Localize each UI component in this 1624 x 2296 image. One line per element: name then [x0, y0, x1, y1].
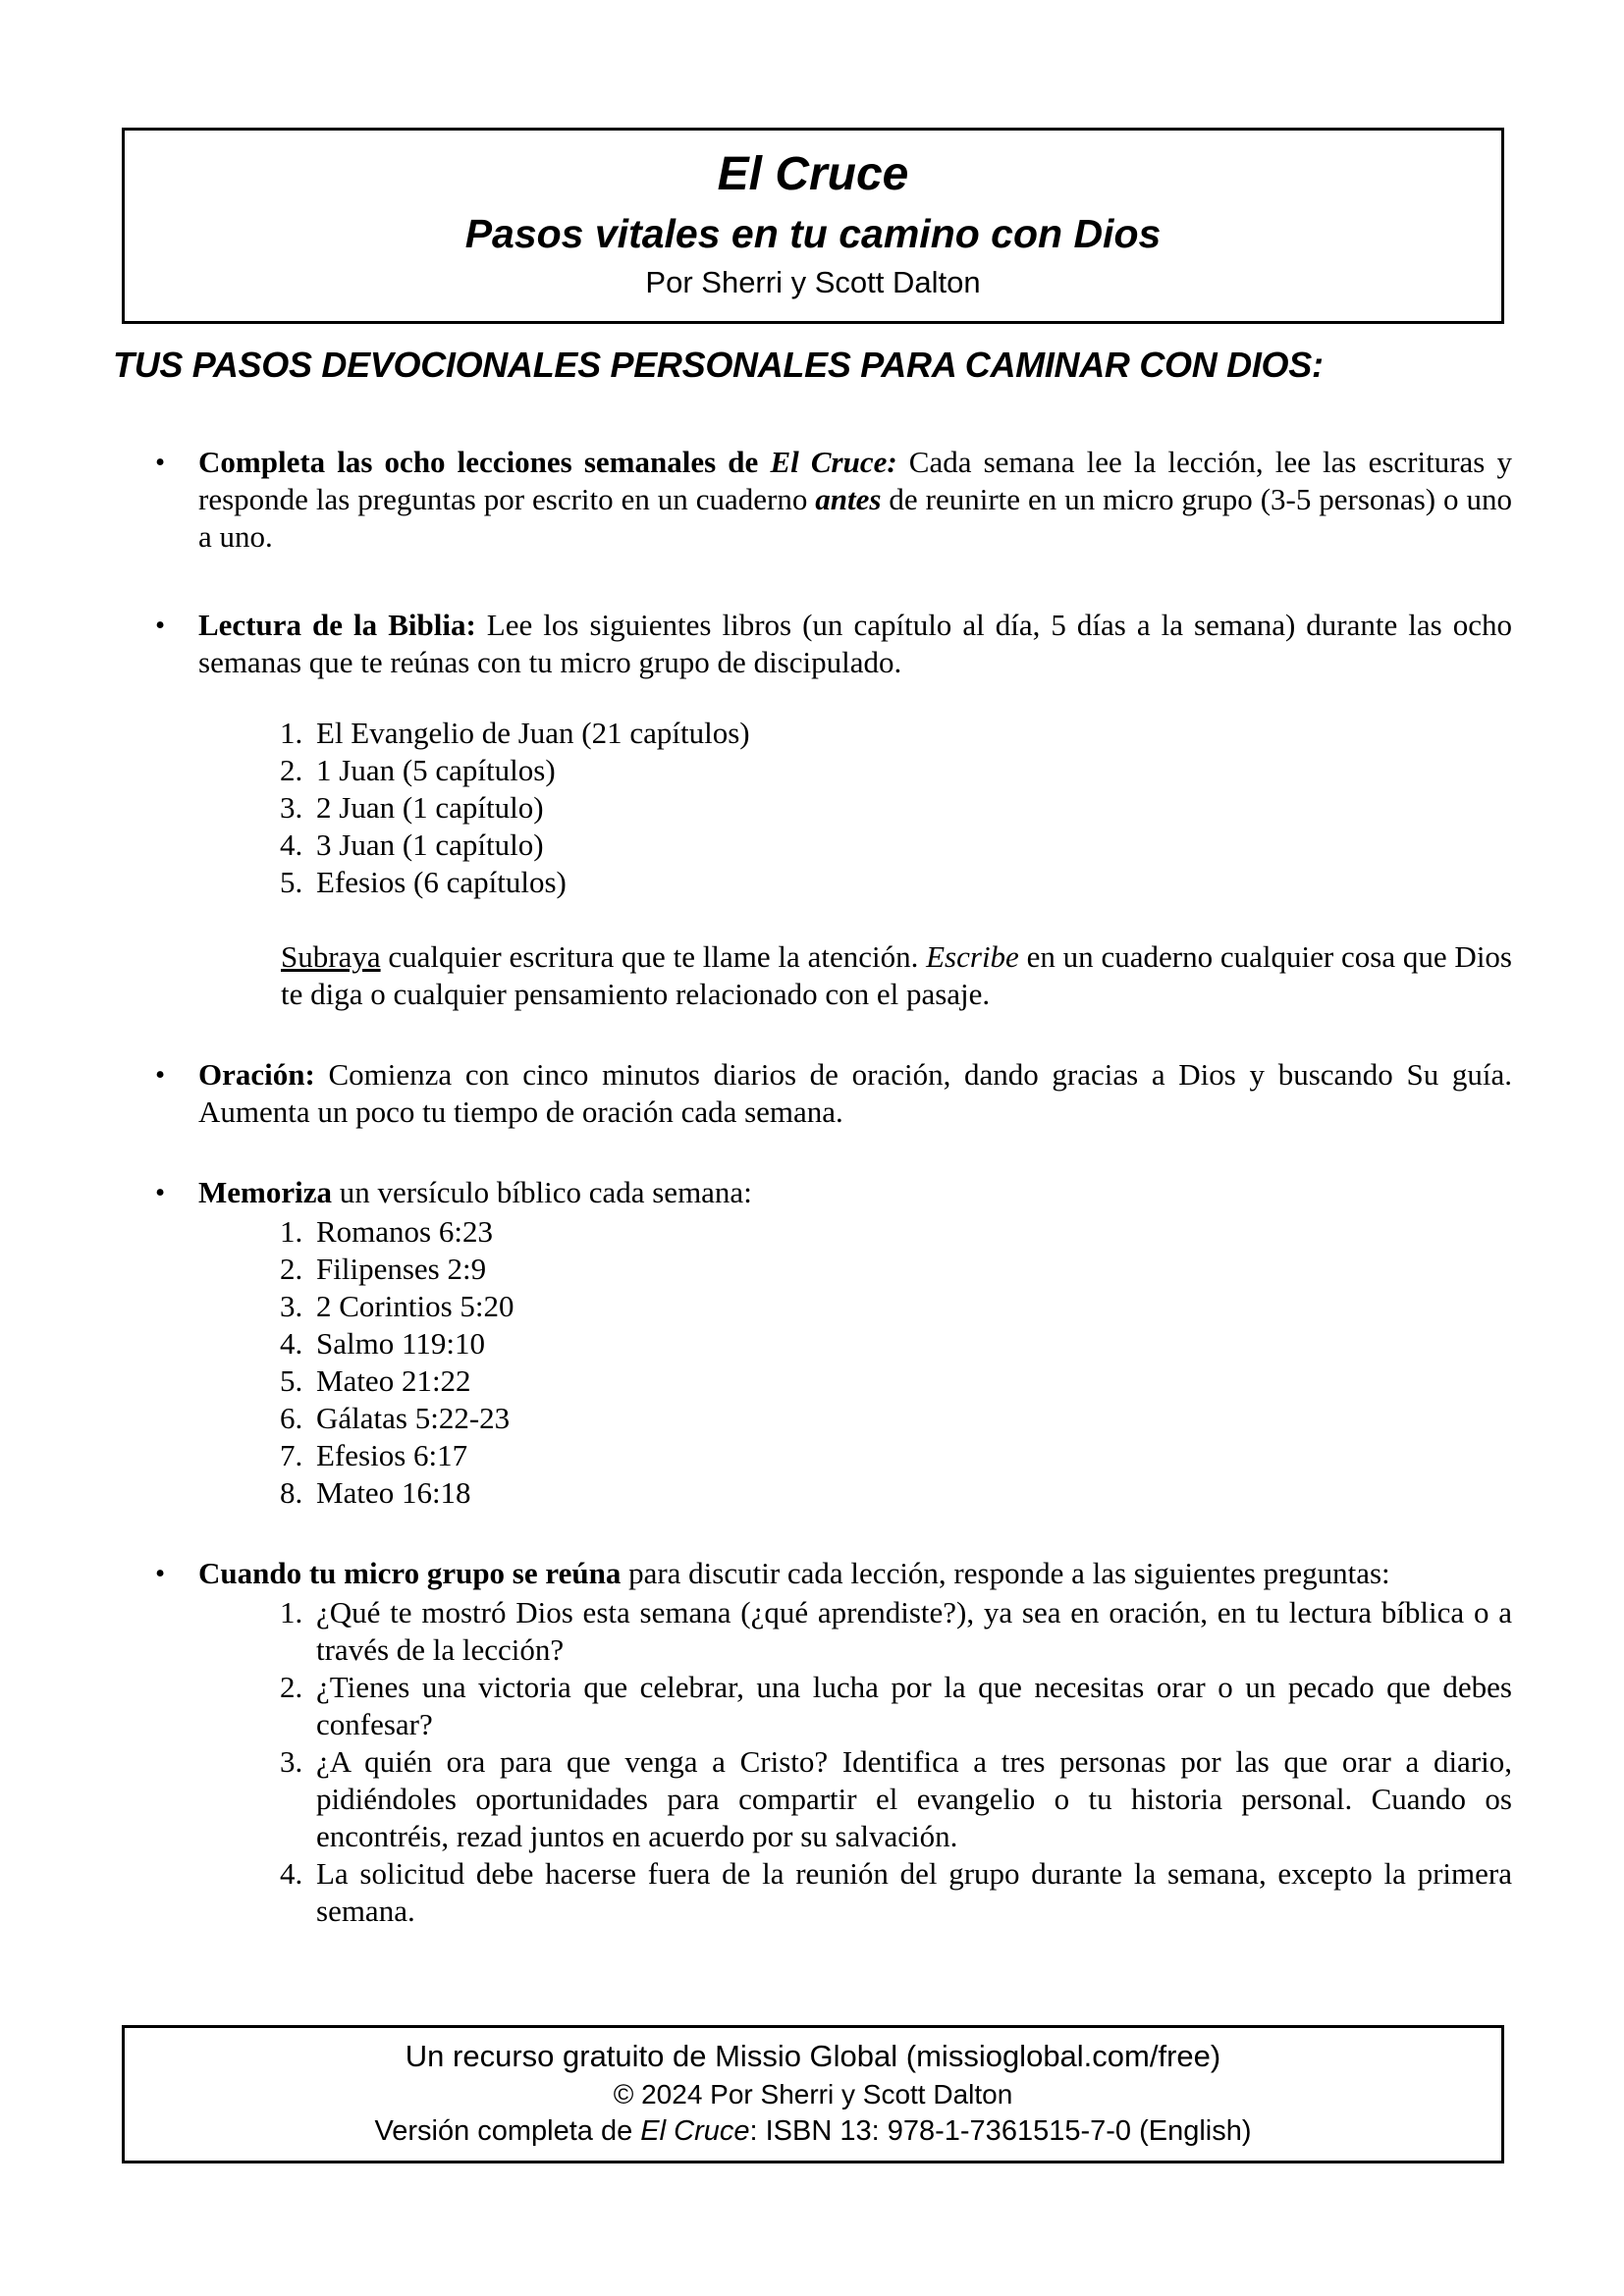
completa-title-ref: El Cruce: [770, 445, 897, 479]
footer-copyright-line: © 2024 Por Sherri y Scott Dalton [613, 2079, 1013, 2109]
bible-book-item: 4. 3 Juan (1 capítulo) [310, 827, 1512, 864]
bullet-marker: • [155, 447, 166, 478]
footer-resource-line: Un recurso gratuito de Missio Global (missioglobal.com/free) [405, 2039, 1221, 2073]
completa-text-2: de reunirte en un micro grupo (3-5 personas) o uno a uno. [198, 482, 1512, 554]
lectura-text: Lee los siguientes libros (un capítulo al día, 5 días a la semana) durante las ocho semanas que te reúnas con tu micro grupo de discipulado. [198, 608, 1512, 679]
cuando-lead: Cuando tu micro grupo se reúna [198, 1556, 622, 1590]
memory-verse-item: 2. Filipenses 2:9 [310, 1251, 1512, 1288]
completa-emphasis: antes [815, 482, 882, 516]
bullet-marker: • [155, 1558, 166, 1589]
footer-isbn-pre: Versión completa de [374, 2115, 641, 2147]
discussion-question-item: 2. ¿Tienes una victoria que celebrar, una lucha por la que necesitas orar o un pecado que debes confesar? [310, 1669, 1512, 1743]
bible-book-item: 3. 2 Juan (1 capítulo) [310, 789, 1512, 827]
completa-paragraph [198, 444, 1512, 556]
bullet-marker: • [155, 1177, 166, 1208]
memoriza-text: un versículo bíblico cada semana: [331, 1175, 752, 1209]
escribe-italic: Escribe [926, 939, 1019, 974]
memory-verse-item: 4. Salmo 119:10 [310, 1325, 1512, 1362]
memory-verse-item: 1. Romanos 6:23 [310, 1213, 1512, 1251]
footer-isbn-line [135, 2112, 1491, 2151]
subraya-text-1: cualquier escritura que te llame la atención. [380, 939, 927, 974]
subraya-underlined: Subraya [281, 939, 381, 974]
memory-verse-item: 8. Mateo 16:18 [310, 1474, 1512, 1512]
document-title: El Cruce [717, 148, 909, 200]
discussion-question-item: 1. ¿Qué te mostró Dios esta semana (¿qué aprendiste?), ya sea en oración, en tu lectura bíblica o a través de la lección? [310, 1594, 1512, 1669]
bullet-completa [155, 444, 1512, 556]
section-heading: TUS PASOS DEVOCIONALES PERSONALES PARA CAMINAR CON DIOS: [113, 345, 1324, 385]
bullet-lectura [155, 607, 1512, 681]
completa-lead: Completa las ocho lecciones semanales de [198, 445, 771, 479]
memory-verse-item: 5. Mateo 21:22 [310, 1362, 1512, 1400]
footer-box [122, 2025, 1504, 2163]
bullet-marker: • [155, 610, 166, 641]
discussion-question-item: 3. ¿A quién ora para que venga a Cristo? Identifica a tres personas por las que orar a diario, pidiéndoles oportunidades para compartir el evangelio o tu historia personal. Cuando os encontréis, rezad juntos en acuerdo por su salvación. [310, 1743, 1512, 1855]
bible-book-item: 5. Efesios (6 capítulos) [310, 864, 1512, 901]
document-subtitle: Pasos vitales en tu camino con Dios [464, 211, 1162, 256]
title-box [122, 128, 1504, 324]
discussion-questions-list [0, 1594, 1512, 1930]
completa-text-1: Cada semana lee la lección, lee las escrituras y responde las preguntas por escrito en un cuaderno [198, 445, 1512, 516]
memory-verses-list [0, 1213, 1512, 1512]
memoriza-paragraph [198, 1174, 1512, 1211]
memoriza-lead: Memoriza [198, 1175, 332, 1209]
subraya-text-2: en un cuaderno cualquier cosa que Dios te diga o cualquier pensamiento relacionado con el pasaje. [281, 939, 1512, 1011]
bullet-memoriza [155, 1174, 1512, 1211]
discussion-question-item: 4. La solicitud debe hacerse fuera de la reunión del grupo durante la semana, excepto la primera semana. [310, 1855, 1512, 1930]
lectura-paragraph [198, 607, 1512, 681]
oracion-text: Comienza con cinco minutos diarios de oración, dando gracias a Dios y buscando Su guía. Aumenta un poco tu tiempo de oración cada semana. [198, 1057, 1512, 1129]
bullet-oracion [155, 1056, 1512, 1131]
oracion-paragraph [198, 1056, 1512, 1131]
cuando-paragraph [198, 1555, 1512, 1592]
cuando-text: para discutir cada lección, responde a las siguientes preguntas: [621, 1556, 1390, 1590]
bible-books-list [0, 715, 1512, 901]
subraya-note [281, 938, 1512, 1013]
memory-verse-item: 6. Gálatas 5:22-23 [310, 1400, 1512, 1437]
memory-verse-item: 7. Efesios 6:17 [310, 1437, 1512, 1474]
bible-book-item: 1. El Evangelio de Juan (21 capítulos) [310, 715, 1512, 752]
bible-book-item: 2. 1 Juan (5 capítulos) [310, 752, 1512, 789]
document-body [0, 444, 1624, 1930]
bullet-marker: • [155, 1059, 166, 1091]
memory-verse-item: 3. 2 Corintios 5:20 [310, 1288, 1512, 1325]
document-byline: Por Sherri y Scott Dalton [645, 265, 981, 299]
footer-isbn-title-ref: El Cruce [640, 2115, 750, 2147]
bullet-cuando [155, 1555, 1512, 1592]
footer-isbn-post: : ISBN 13: 978-1-7361515-7-0 (English) [749, 2115, 1252, 2147]
oracion-lead: Oración: [198, 1057, 315, 1092]
lectura-lead: Lectura de la Biblia: [198, 608, 476, 642]
